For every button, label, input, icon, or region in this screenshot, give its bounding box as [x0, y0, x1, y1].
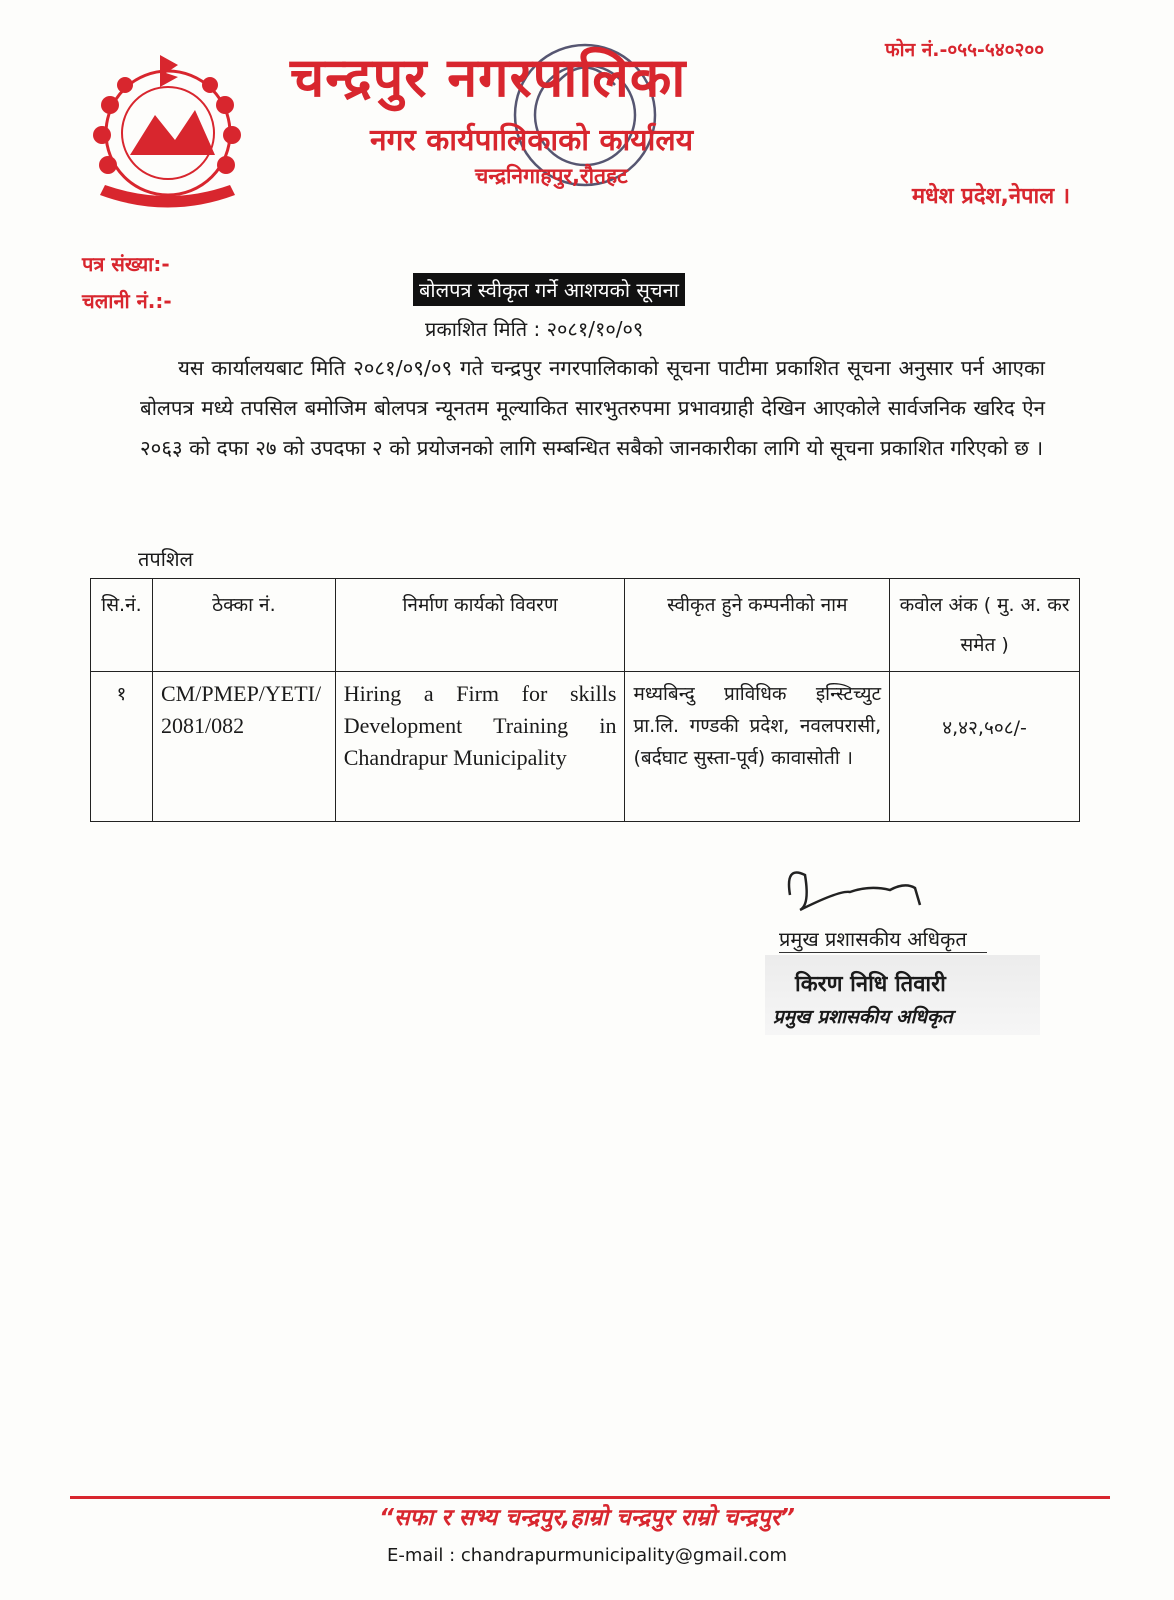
notice-body: यस कार्यालयबाट मिति २०८१/०९/०९ गते चन्द्रपुर नगरपालिकाको सूचना पाटीमा प्रकाशित सूचना अनुसार पर्न आएका बोलपत्र मध्ये तपसिल बमोजिम बोलपत्र न्यूनतम मूल्याकित सारभुतरुपमा प्रभावग्राही देखिन आएकोले सार्वजनिक खरिद ऐन २०६३ को दफा २७ को उपदफा २ को प्रयोजनको लागि सम्बन्धित सबैको जानकारीका लागि यो सूचना प्रकाशित गरिएको छ । — [140, 356, 1045, 460]
cell-contract-no: CM/PMEP/YETI/2081/082 — [152, 672, 335, 822]
published-date: प्रकाशित मिति : २०८१/१०/०९ — [425, 317, 644, 341]
schedule-label: तपशिल — [138, 547, 194, 571]
signature-image — [780, 860, 930, 920]
header-sn: सि.नं. — [91, 579, 153, 672]
phone-number: फोन नं.-०५५-५४०२०० — [885, 39, 1045, 61]
office-address: चन्द्रनिगाहपुर,रौतहट — [475, 164, 628, 188]
dispatch-number-label: चलानी नं.:- — [82, 289, 172, 313]
table-header-row — [91, 579, 1080, 672]
organization-name: चन्द्रपुर नगरपालिका — [290, 46, 687, 109]
table-row — [91, 672, 1080, 822]
office-name: नगर कार्यपालिकाको कार्यालय — [370, 123, 694, 158]
header-company: स्वीकृत हुने कम्पनीको नाम — [625, 579, 890, 672]
cell-company: मध्यबिन्दु प्राविधिक इन्स्टिच्युट प्रा.लि. गण्डकी प्रदेश, नवलपरासी, (बर्दघाट सुस्ता-पूर्व) कावासोती । — [625, 672, 890, 822]
header-description: निर्माण कार्यको विवरण — [335, 579, 625, 672]
stamp-role: प्रमुख प्रशासकीय अधिकृत — [773, 1006, 953, 1028]
province-label: मधेश प्रदेश,नेपाल । — [912, 184, 1071, 209]
notice-title: बोलपत्र स्वीकृत गर्ने आशयको सूचना — [413, 273, 685, 306]
footer-slogan: “सफा र सभ्य चन्द्रपुर,हाम्रो चन्द्रपुर राम्रो चन्द्रपुर” — [379, 1505, 795, 1531]
header-contract-no: ठेक्का नं. — [152, 579, 335, 672]
footer-divider — [70, 1496, 1110, 1499]
letter-number-label: पत्र संख्या:- — [82, 252, 170, 276]
footer-email: E-mail : chandrapurmunicipality@gmail.com — [386, 1545, 788, 1566]
header-amount: कवोल अंक ( मु. अ. कर समेत ) — [890, 579, 1080, 672]
cell-description: Hiring a Firm for skills Development Training in Chandrapur Municipality — [335, 672, 625, 822]
award-table — [90, 578, 1080, 822]
cell-sn: १ — [91, 672, 153, 822]
nepal-emblem-icon — [80, 45, 255, 220]
stamp-name: किरण निधि तिवारी — [795, 972, 946, 997]
cell-amount: ४,४२,५०८/- — [890, 672, 1080, 822]
signatory-title: प्रमुख प्रशासकीय अधिकृत — [779, 925, 987, 953]
